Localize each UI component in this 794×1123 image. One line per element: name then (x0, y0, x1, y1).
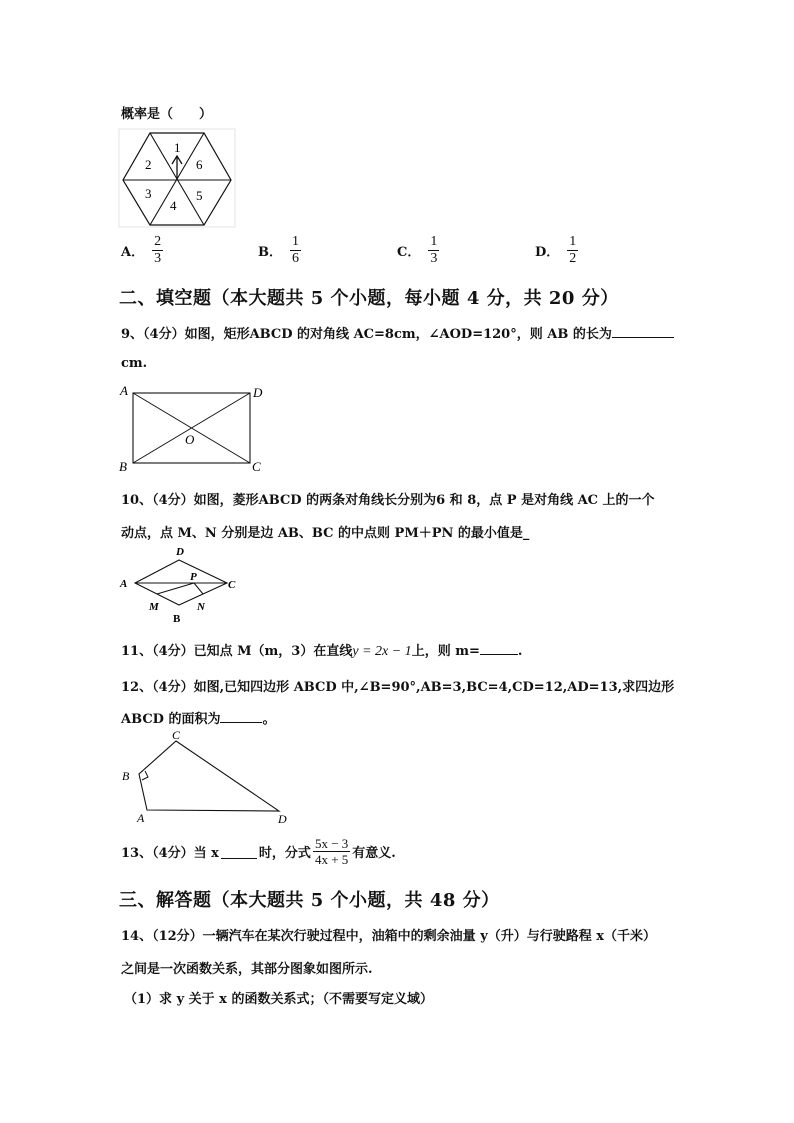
option-a-denominator: 3 (154, 251, 162, 266)
q13-answer-blank[interactable] (221, 845, 257, 859)
q13-fraction (313, 836, 350, 867)
vertex-label-b: B (173, 613, 181, 625)
vertex-label-d: D (253, 385, 263, 400)
point-label-p: P (190, 571, 197, 583)
option-b[interactable] (258, 234, 301, 267)
quadrilateral-abcd (139, 741, 279, 811)
vertex-label-c: C (228, 579, 236, 591)
q13-line (121, 836, 396, 867)
option-c-numerator: 1 (430, 234, 438, 249)
q13-denominator: 4x + 5 (314, 852, 349, 867)
q10-line-1: 10、（4分）如图，菱形ABCD 的两条对角线长分别为6 和 8，点 P 是对角线 AC 上的一个 (121, 493, 655, 508)
option-a-label: A． (121, 245, 145, 260)
option-a-numerator: 2 (154, 234, 162, 249)
option-b-fraction (290, 234, 301, 267)
vertex-label-a: A (120, 578, 128, 590)
q9-answer-blank[interactable] (612, 324, 674, 338)
q9-rectangle-figure (116, 382, 276, 477)
option-d-label: D． (535, 245, 560, 260)
q10-line-2: 动点，点 M、N 分别是边 AB、BC 的中点则 PM＋PN 的最小值是_ (121, 526, 530, 541)
vertex-label-c: C (172, 728, 181, 742)
q12-answer-blank[interactable] (220, 709, 262, 723)
q14-subquestion-1: （1）求 y 关于 x 的函数关系式；（不需要写定义域） (124, 992, 433, 1007)
q12-prefix: ABCD 的面积为 (121, 712, 221, 727)
q10-rhombus-figure (116, 543, 246, 628)
q11-prefix: 11、（4分）已知点 M（m，3）在直线 (121, 644, 353, 659)
vertex-label-b: B (119, 459, 127, 474)
sector-label-4: 4 (170, 198, 177, 213)
option-b-denominator: 6 (292, 251, 299, 266)
q11-equation: y = 2x − 1 (352, 644, 412, 659)
q11-line (121, 640, 522, 660)
point-label-m: M (149, 601, 159, 613)
sector-label-2: 2 (145, 157, 152, 172)
sector-label-5: 5 (196, 188, 203, 203)
sector-label-3: 3 (145, 186, 152, 201)
q11-end: . (517, 644, 523, 659)
q14-line-1: 14、（12分）一辆汽车在某次行驶过程中，油箱中的剩余油量 y（升）与行驶路程 x（千米） (121, 929, 657, 944)
vertex-label-b: B (122, 769, 130, 783)
option-b-numerator: 1 (292, 234, 299, 249)
option-c[interactable] (397, 234, 439, 267)
option-a[interactable] (121, 234, 163, 267)
sector-label-6: 6 (196, 157, 203, 172)
option-c-fraction (428, 234, 439, 267)
section-2-title: 二、填空题（本大题共 5 个小题，每小题 4 分，共 20 分） (119, 288, 619, 309)
q11-answer-blank[interactable] (480, 641, 518, 655)
question-stem-tail: 概率是（ ） (121, 107, 213, 122)
option-d-denominator: 2 (569, 251, 577, 266)
q14-line-2: 之间是一次函数关系，其部分图象如图所示. (121, 962, 373, 977)
option-d-numerator: 1 (569, 234, 577, 249)
right-angle-mark (142, 771, 148, 780)
q12-line-2 (121, 708, 275, 727)
q13-suffix: 有意义. (352, 846, 396, 861)
sector-label-1: 1 (174, 140, 181, 155)
section-3-title: 三、解答题（本大题共 5 个小题，共 48 分） (119, 890, 500, 911)
q13-middle: 时，分式 (258, 846, 311, 861)
q9-line-2: cm. (121, 356, 148, 371)
vertex-label-d: D (176, 546, 184, 558)
q9-line-1 (121, 323, 674, 342)
option-b-label: B． (258, 245, 282, 260)
option-d-fraction (567, 234, 578, 267)
q12-line-1: 12、（4分）如图,已知四边形 ABCD 中,∠B=90°,AB=3,BC=4,CD=12,AD=13,求四边形 (121, 680, 675, 695)
q12-quadrilateral-figure (118, 728, 298, 828)
q11-suffix: 上，则 m= (411, 644, 480, 659)
vertex-label-a: A (137, 811, 145, 825)
q13-numerator: 5x − 3 (314, 836, 349, 851)
point-label-n: N (197, 601, 205, 613)
segment-pm (157, 583, 194, 594)
segment-pn (194, 583, 203, 594)
option-c-denominator: 3 (430, 251, 438, 266)
option-d[interactable] (535, 234, 578, 267)
option-a-fraction (152, 234, 163, 267)
option-c-label: C． (397, 245, 421, 260)
hexagon-spinner-figure (118, 128, 236, 228)
vertex-label-c: C (252, 459, 261, 474)
vertex-label-a: A (120, 383, 128, 398)
q9-text: 9、（4分）如图，矩形ABCD 的对角线 AC=8cm，∠AOD=120°，则 AB 的长为 (121, 327, 612, 342)
vertex-label-d: D (278, 812, 287, 826)
center-label-o: O (185, 432, 195, 447)
q12-suffix: 。 (262, 712, 276, 727)
q13-prefix: 13、（4分）当 x (121, 846, 219, 861)
